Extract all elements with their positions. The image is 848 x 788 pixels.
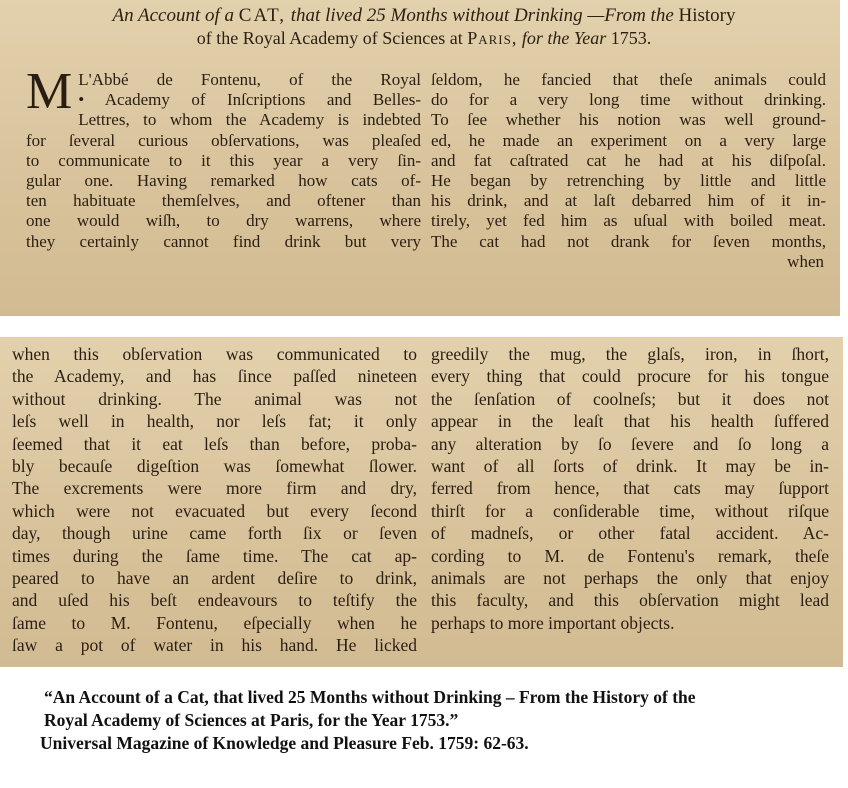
drop-cap: M	[26, 63, 73, 120]
text-line: one would wiſh, to dry warrens, where	[26, 211, 421, 231]
text-line: and uſed his beſt endeavours to teſtify the	[12, 590, 417, 611]
text-line: every thing that could procure for his tongue	[431, 366, 829, 387]
text-line: ſame to M. Fontenu, eſpecially when he	[12, 612, 417, 633]
text-line: want of all ſorts of drink. It may be in-	[431, 456, 829, 477]
text-line: his drink, and at laſt debarred him of it in-	[431, 191, 826, 211]
text-line: He began by retrenching by little and little	[431, 171, 826, 191]
text-line: ſeemed that it eat leſs than before, proba-	[12, 433, 417, 454]
text-line: of madneſs, or other fatal accident. Ac-	[431, 523, 829, 544]
text-column-right	[431, 70, 826, 272]
text-line: appear in the leaſt that his health ſuffered	[431, 411, 829, 432]
article-header	[22, 4, 826, 50]
article-columns-top	[22, 63, 826, 272]
text-line: the ſenſation of coolneſs; but it does not	[431, 388, 829, 409]
text-column-right	[431, 343, 829, 657]
header-text: Paris,	[467, 28, 518, 48]
text-line: do for a very long time without drinking.	[431, 90, 826, 110]
text-column-left	[22, 63, 421, 272]
text-line: ten habituate themſelves, and oftener than	[26, 191, 421, 211]
header-line-1	[113, 5, 736, 26]
text-line: To ſee whether his notion was well ground-	[431, 110, 826, 130]
text-line: to communicate to it this year a very ſin-	[26, 150, 421, 170]
text-line: thirſt for a conſiderable time, without riſque	[431, 500, 829, 521]
text-line: bly becauſe digeſtion was ſomewhat ſlower.	[12, 456, 417, 477]
text-line: for ſeveral curious obſervations, was pleaſed	[26, 130, 421, 150]
caption-title-line: Royal Academy of Sciences at Paris, for the Year 1753.”	[44, 710, 459, 730]
header-text: History	[678, 5, 736, 26]
text-line: Lettres, to whom the Academy is indebted	[78, 110, 421, 130]
text-line: cording to M. de Fontenu's remark, theſe	[431, 545, 829, 566]
text-line: which were not evacuated but every ſecond	[12, 500, 417, 521]
text-line: gular one. Having remarked how cats of-	[26, 171, 421, 191]
text-line: and fat caſtrated cat he had at his diſpoſal.	[431, 150, 826, 170]
text-line: they certainly cannot find drink but very	[26, 231, 421, 251]
text-line: without drinking. The animal was not	[12, 388, 417, 409]
text-line: ſaw a pot of water in his hand. He licked	[12, 635, 417, 656]
header-text: 1753.	[610, 28, 652, 48]
text-line: peared to have an ardent deſire to drink,	[12, 568, 417, 589]
header-line-2	[197, 28, 651, 48]
header-text: An Account of a	[112, 5, 235, 26]
text-line: ſeldom, he fancied that theſe animals could	[431, 70, 826, 89]
text-line: times during the ſame time. The cat ap-	[12, 545, 417, 566]
caption-source: Universal Magazine of Knowledge and Pleasure Feb. 1759: 62-63.	[40, 733, 529, 753]
text-line: leſs well in health, nor leſs fat; it only	[12, 411, 417, 432]
text-line: this faculty, and this obſervation might lead	[431, 590, 829, 611]
header-text: of the Royal Academy of Sciences at	[196, 28, 463, 48]
header-text: that lived 25 Months without Drinking —From the	[290, 5, 674, 26]
text-line: tirely, yet fed him as uſual with boiled meat.	[431, 211, 826, 231]
text-line: when this obſervation was communicated to	[12, 344, 417, 364]
text-line: The excrements were more firm and dry,	[12, 478, 417, 499]
image-caption	[40, 686, 820, 755]
text-line: L'Abbé de Fontenu, of the Royal	[78, 70, 421, 89]
article-scan-top	[0, 0, 840, 316]
text-line: • Academy of Inſcriptions and Belles-	[78, 90, 421, 110]
text-line: ed, he made an experiment on a very large	[431, 130, 826, 150]
text-line: greedily the mug, the glaſs, iron, in ſhort,	[431, 344, 829, 364]
text-line: the Academy, and has ſince paſſed nineteen	[12, 366, 417, 387]
text-line: ferred from hence, that cats may ſupport	[431, 478, 829, 499]
text-line: any alteration by ſo ſevere and ſo long a	[431, 433, 829, 454]
article-columns-bottom	[4, 343, 829, 657]
header-text: CAT,	[238, 5, 287, 26]
catchword: when	[787, 251, 824, 271]
text-line: perhaps to more important objects.	[431, 612, 675, 633]
text-column-left	[4, 343, 417, 657]
text-line: animals are not perhaps the only that enjoy	[431, 568, 829, 589]
caption-title-line: “An Account of a Cat, that lived 25 Months without Drinking – From the History of the	[44, 687, 696, 707]
article-scan-bottom	[0, 337, 843, 667]
header-text: for the Year	[521, 28, 607, 48]
text-line: day, though urine came forth ſix or ſeven	[12, 523, 417, 544]
text-line: The cat had not drank for ſeven months,	[431, 231, 826, 251]
